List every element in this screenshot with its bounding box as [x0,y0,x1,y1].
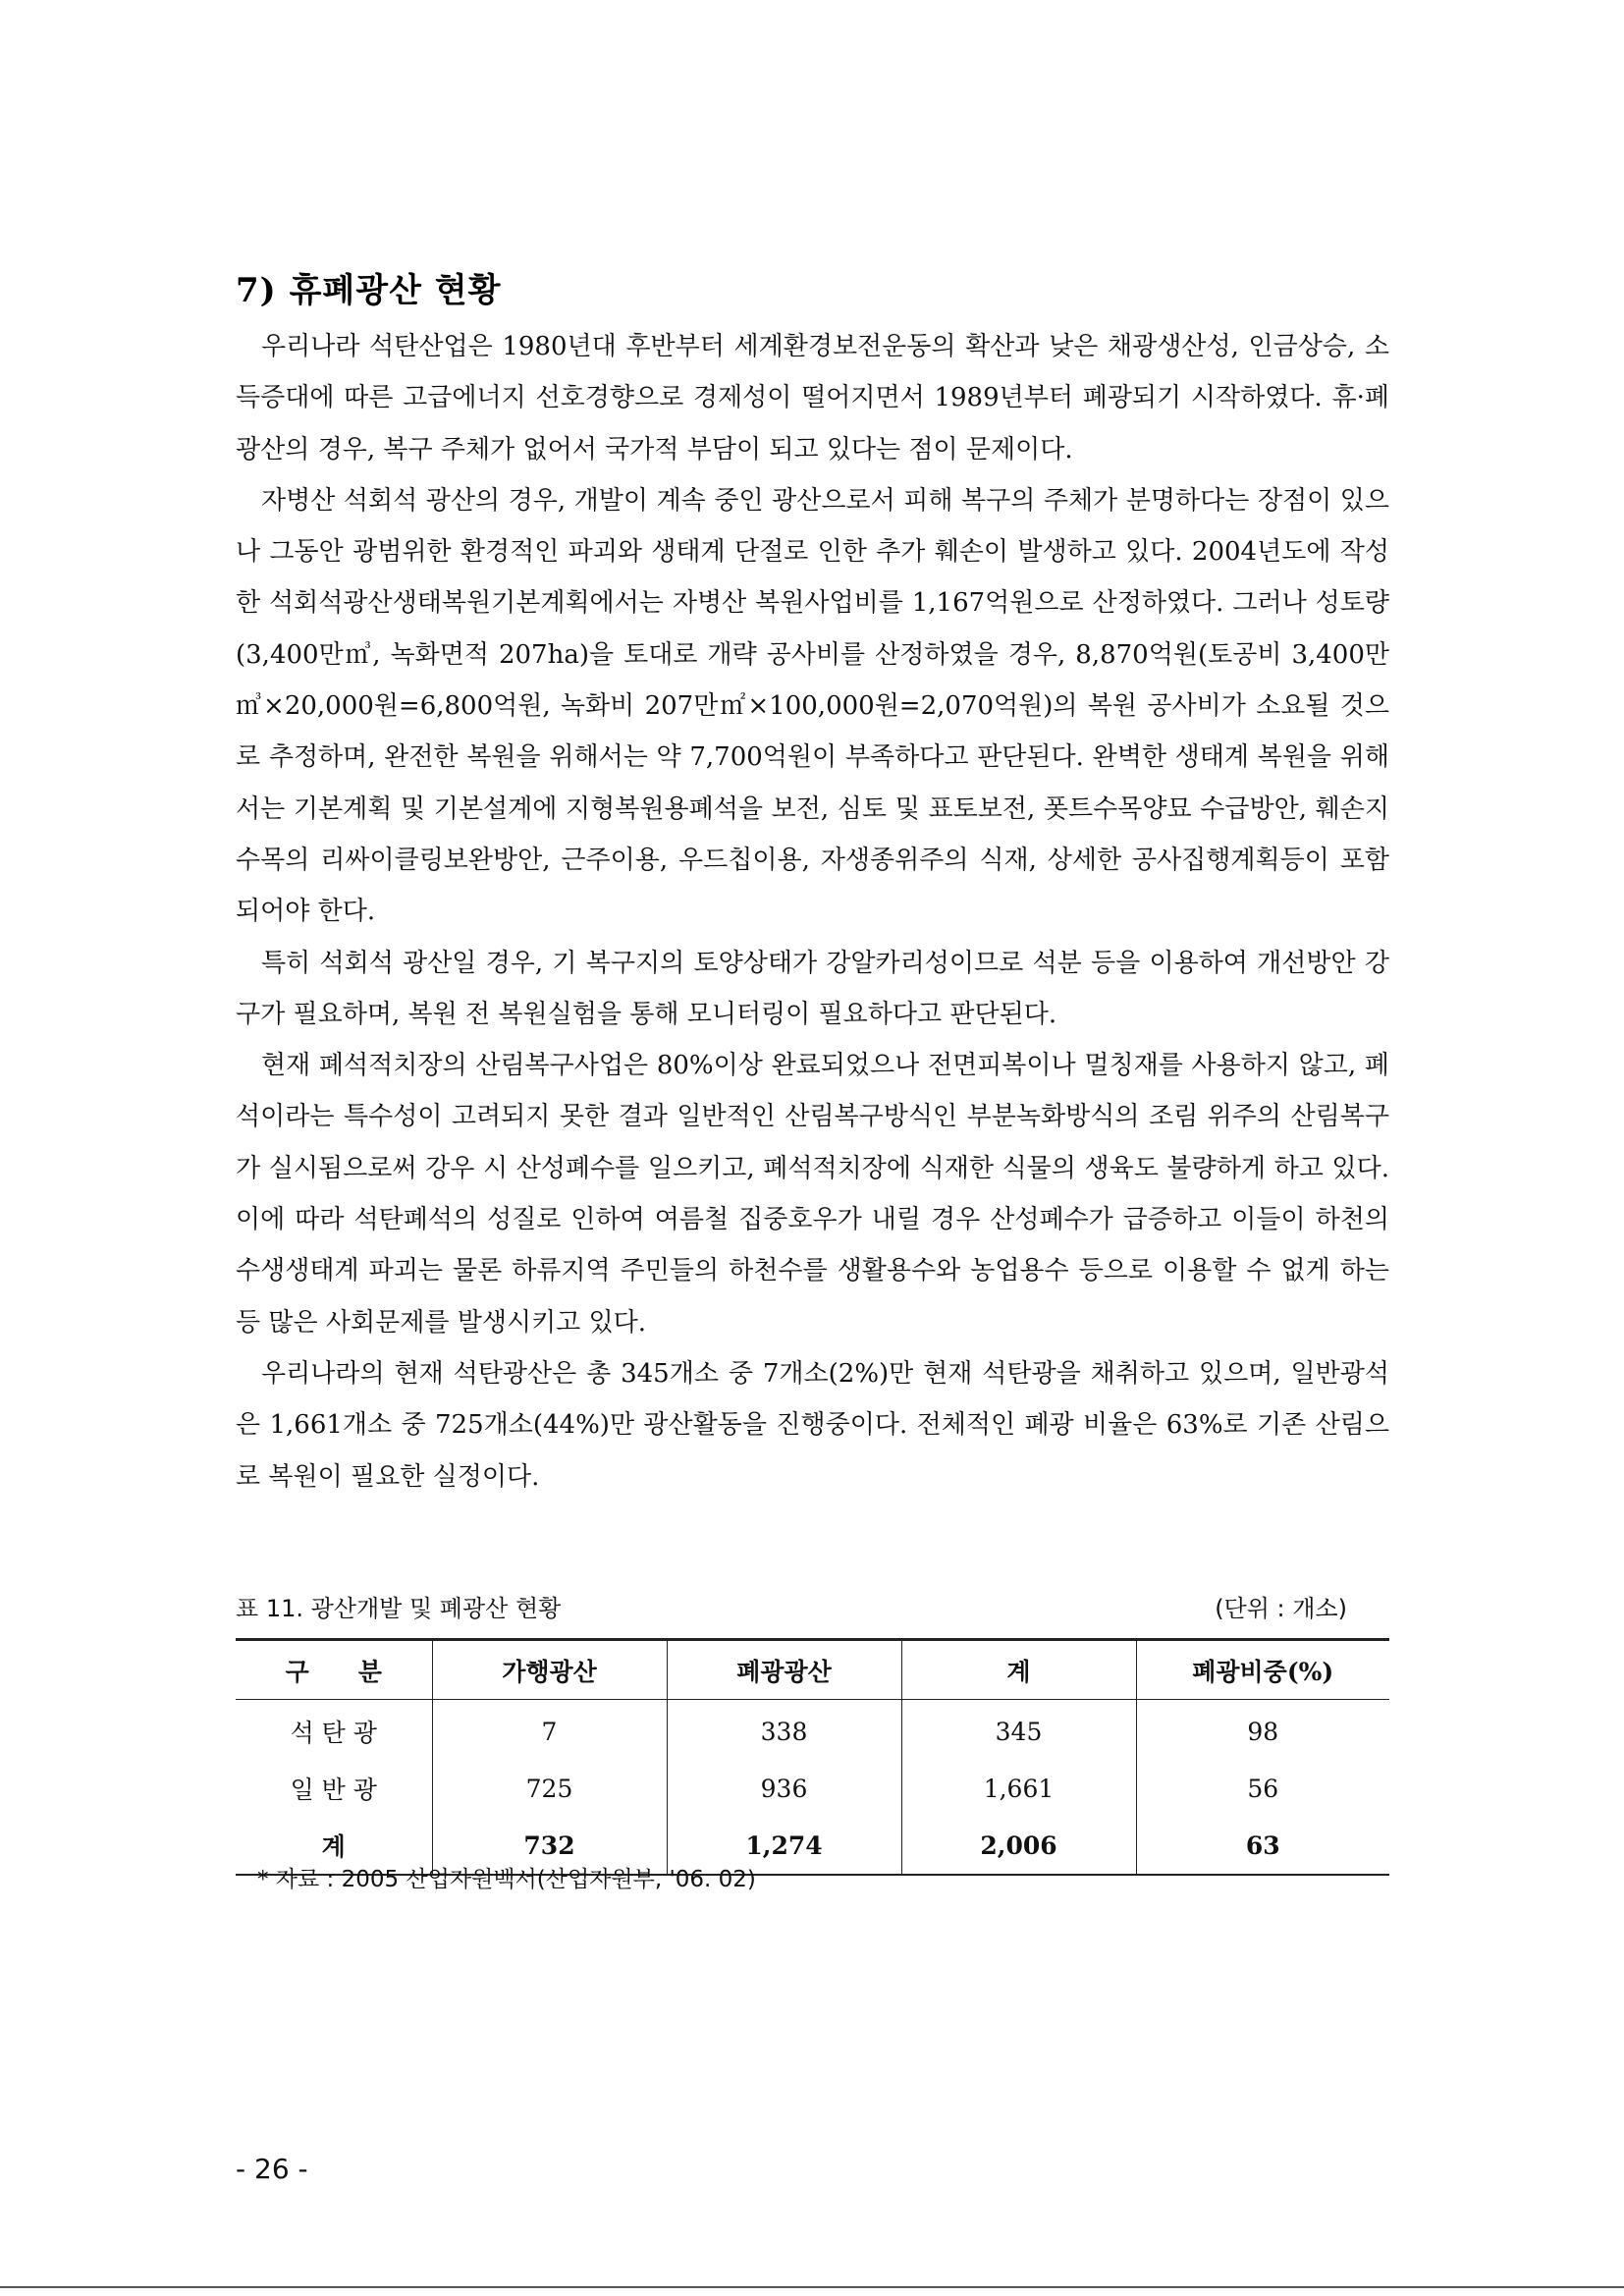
table-cell: 936 [667,1760,901,1817]
table-cell: 7 [432,1700,667,1761]
table-cell: 1,661 [901,1760,1136,1817]
table-caption-row [236,1589,1347,1623]
column-header: 폐광광산 [667,1640,901,1700]
paragraph: 자병산 석회석 광산의 경우, 개발이 계속 중인 광산으로서 피해 복구의 주체가 분명하다는 장점이 있으나 그동안 광범위한 환경적인 파괴와 생태계 단절로 인한 추가 훼손이 발생하고 있다. 2004년도에 작성한 석회석광산생태복원기본계획에서는 자병산 복원사업비를 1,167억원으로 산정하였다. 그러나 성토량(3,400만㎥, 녹화면적 207ha)을 토대로 개략 공사비를 산정하였을 경우, 8,870억원(토공비 3,400만㎥×20,000원=6,800억원, 녹화비 207만㎡×100,000원=2,070억원)의 복원 공사비가 소요될 것으로 추정하며, 완전한 복원을 위해서는 약 7,700억원이 부족하다고 판단된다. 완벽한 생태계 복원을 위해서는 기본계획 및 기본설계에 지형복원용폐석을 보전, 심토 및 표토보전, 폿트수목양묘 수급방안, 훼손지 수목의 리싸이클링보완방안, 근주이용, 우드칩이용, 자생종위주의 식재, 상세한 공사집행계획등이 포함되어야 한다. [236,485,1389,927]
row-label: 계 [236,1817,432,1875]
section-heading: 7) 휴폐광산 현황 [236,271,502,310]
table-cell: 56 [1247,1774,1279,1803]
mine-status-table [236,1638,1389,1876]
table-cell: 732 [432,1817,667,1875]
table-caption: 표 11. 광산개발 및 폐광산 현황 [236,1595,562,1622]
table-cell: 725 [432,1760,667,1817]
table-unit: (단위 : 개소) [1215,1595,1347,1622]
column-header: 가행광산 [432,1640,667,1700]
table-source-note: * 자료 : 2005 산업자원백서(산업자원부, '06. 02) [257,1867,756,1892]
column-header: 계 [901,1640,1136,1700]
table-row [236,1760,1389,1817]
table-cell: 345 [901,1700,1136,1761]
table-cell: 2,006 [901,1817,1136,1875]
paragraph: 현재 폐석적치장의 산림복구사업은 80%이상 완료되었으나 전면피복이나 멀칭재를 사용하지 않고, 폐석이라는 특수성이 고려되지 못한 결과 일반적인 산림복구방식인 부분녹화방식의 조림 위주의 산림복구가 실시됨으로써 강우 시 산성폐수를 일으키고, 폐석적치장에 식재한 식물의 생육도 불량하게 하고 있다. 이에 따라 석탄폐석의 성질로 인하여 여름철 집중호우가 내릴 경우 산성폐수가 급증하고 이들이 하천의 수생생태계 파괴는 물론 하류지역 주민들의 하천수를 생활용수와 농업용수 등으로 이용할 수 없게 하는 등 많은 사회문제를 발생시키고 있다. [236,1051,1389,1338]
paragraph: 우리나라 석탄산업은 1980년대 후반부터 세계환경보전운동의 확산과 낮은 채광생산성, 인금상승, 소득증대에 따른 고급에너지 선호경향으로 경제성이 떨어지면서 1989년부터 폐광되기 시작하였다. 휴·폐광산의 경우, 복구 주체가 없어서 국가적 부담이 되고 있다는 점이 문제이다. [236,332,1389,465]
table-cell: 63 [1136,1817,1389,1875]
paragraph: 우리나라의 현재 석탄광산은 총 345개소 중 7개소(2%)만 현재 석탄광을 채취하고 있으며, 일반광석은 1,661개소 중 725개소(44%)만 광산활동을 진행중이다. 전체적인 폐광 비율은 63%로 기존 산림으로 복원이 필요한 실정이다. [236,1358,1389,1492]
table-cell: 338 [667,1700,901,1761]
column-header: 구 분 [236,1640,432,1700]
body-text [236,321,1389,1503]
row-label: 석 탄 광 [236,1700,432,1761]
table-cell: 98 [1247,1717,1279,1746]
page-number: - 26 - [236,2153,308,2185]
table-row [236,1700,1389,1761]
paragraph: 특히 석회석 광산일 경우, 기 복구지의 토양상태가 강알카리성이므로 석분 등을 이용하여 개선방안 강구가 필요하며, 복원 전 복원실험을 통해 모니터링이 필요하다고 판단된다. [236,948,1389,1029]
column-header: 폐광비중(%) [1136,1640,1389,1700]
table-cell: 1,274 [667,1817,901,1875]
table-header-row [236,1640,1389,1700]
row-label: 일 반 광 [236,1760,432,1817]
bottom-divider [0,2286,1624,2288]
